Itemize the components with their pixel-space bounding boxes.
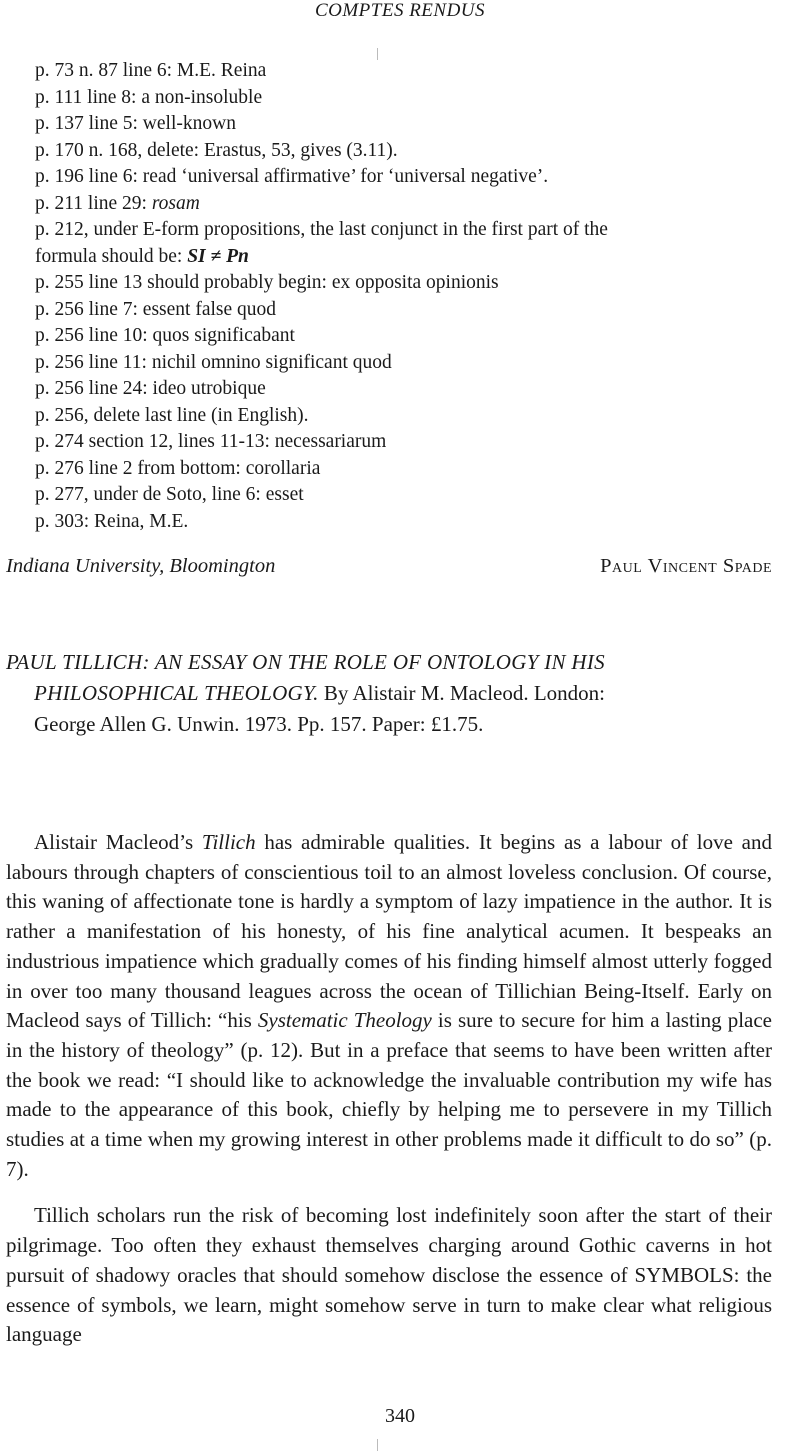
review-heading <box>6 647 776 740</box>
errata-item: p. 111 line 8: a non-insoluble <box>35 86 263 108</box>
errata-list <box>35 58 780 535</box>
errata-item-continuation: formula should be: SI ≠ Pn <box>35 245 249 267</box>
paragraph: Tillich scholars run the risk of becoming lost indefinitely soon after the start of their pilgrimage. Too often they exhaust themselves charging around Gothic caverns in hot pursuit of shadowy oracles that should somehow disclose the essence of SYMBOLS: the essence of symbols, we learn, might somehow serve in turn to make clear what religious language <box>6 1203 772 1347</box>
book-publisher: George Allen G. Unwin. 1973. Pp. 157. Paper: £1.75. <box>34 712 484 736</box>
errata-item: p. 256, delete last line (in English). <box>35 404 309 426</box>
book-title-line-2: PHILOSOPHICAL THEOLOGY. <box>34 681 319 705</box>
errata-item: p. 255 line 13 should probably begin: ex opposita opinionis <box>35 272 499 293</box>
formula: SI ≠ Pn <box>187 245 249 267</box>
errata-item: p. 303: Reina, M.E. <box>35 510 189 532</box>
errata-item: p. 170 n. 168, delete: Erastus, 53, gives (3.11). <box>35 139 398 161</box>
errata-item: p. 256 line 11: nichil omnino significant quod <box>35 351 392 373</box>
reviewer-name: Paul Vincent Spade <box>600 555 772 577</box>
errata-item: p. 256 line 7: essent false quod <box>35 298 277 320</box>
running-head: COMPTES RENDUS <box>314 0 486 21</box>
errata-item: p. 277, under de Soto, line 6: esset <box>35 484 304 505</box>
signature-row <box>6 553 772 579</box>
book-title-line-1: PAUL TILLICH: AN ESSAY ON THE ROLE OF ONTOLOGY IN HIS <box>6 650 605 674</box>
fold-mark-bottom <box>377 1439 378 1451</box>
errata-item: p. 276 line 2 from bottom: corollaria <box>35 457 321 479</box>
book-author: By Alistair M. Macleod. London: <box>318 681 606 705</box>
errata-item: p. 256 line 10: quos significabant <box>35 325 295 346</box>
errata-item: p. 211 line 29: rosam <box>35 192 200 214</box>
errata-item: p. 256 line 24: ideo utrobique <box>35 378 266 399</box>
page-number: 340 <box>385 1405 415 1427</box>
errata-item: p. 73 n. 87 line 6: M.E. Reina <box>35 60 267 81</box>
errata-item: p. 196 line 6: read ‘universal affirmative’ for ‘universal negative’. <box>35 166 549 187</box>
errata-item: p. 274 section 12, lines 11-13: necessariarum <box>35 431 387 452</box>
reviewer-affiliation: Indiana University, Bloomington <box>6 555 276 577</box>
review-body <box>6 828 772 1350</box>
errata-item: p. 212, under E-form propositions, the last conjunct in the first part of the <box>35 219 608 240</box>
paragraph: Alistair Macleod’s Tillich has admirable qualities. It begins as a labour of love and labours through chapters of conscientious toil to an almost loveless conclusion. Of course, this waning of affectionate tone is hardly a symptom of lazy impatience in the author. It is rather a manifestation of his honesty, of his fine analytical acumen. It bespeaks an industrious impatience which gradually comes of his finding himself almost utterly fogged in over too many thousand leagues across the ocean of Tillichian Being-Itself. Early on Macleod says of Tillich: “his Systematic Theology is sure to secure for him a lasting place in the history of theology” (p. 12). But in a preface that seems to have been written after the book we read: “I should like to acknowledge the invaluable contribution my wife has made to the appearance of this book, chiefly by helping me to persevere in my Tillich studies at a time when my growing interest in other problems made it difficult to do so” (p. 7). <box>6 830 772 1181</box>
errata-item: p. 137 line 5: well-known <box>35 113 236 134</box>
